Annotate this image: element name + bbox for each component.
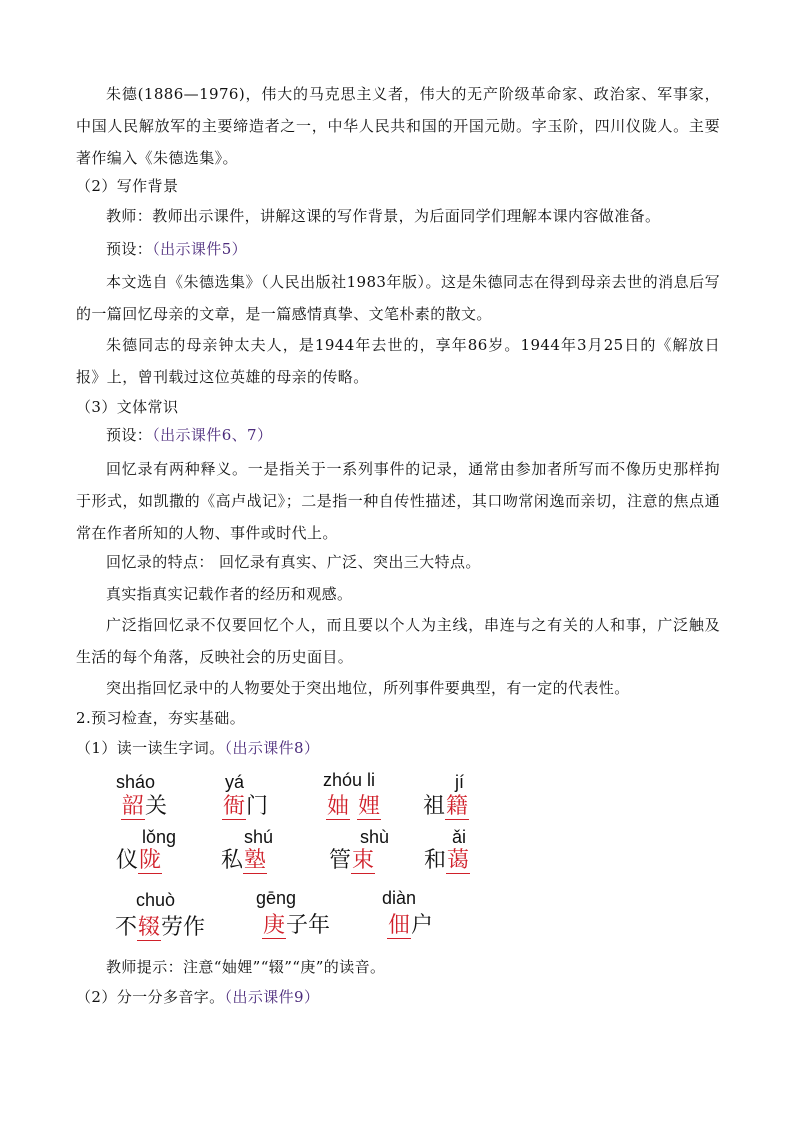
pinyin: shù bbox=[360, 827, 390, 847]
polyphone-subheading bbox=[76, 985, 319, 1009]
pinyin: chuò bbox=[136, 890, 176, 910]
pinyin: zhóu li bbox=[323, 770, 376, 790]
pinyin: lǒng bbox=[142, 827, 177, 847]
preview-heading: 2.预习检查，夯实基础。 bbox=[76, 709, 246, 727]
preset-label: 预设： bbox=[106, 426, 153, 444]
vocab-word bbox=[326, 793, 381, 821]
pinyin: jí bbox=[455, 772, 464, 792]
vocab-word bbox=[121, 793, 167, 821]
breadth-paragraph: 广泛指回忆录不仅要回忆个人，而且要以个人为主线，串连与之有关的人和事，广泛触及生活的每个角落，反映社会的历史面目。 bbox=[76, 616, 720, 666]
pinyin: yá bbox=[225, 772, 245, 792]
vocab-word bbox=[387, 912, 433, 940]
vocab-char: 子年 bbox=[286, 913, 331, 938]
vocab-char-highlight: 蔼 bbox=[447, 848, 470, 873]
vocab-char: 关 bbox=[145, 794, 168, 819]
mother-paragraph: 朱德同志的母亲钟太夫人，是1944年去世的，享年86岁。1944年3月25日的《解放日报》上，曾刊载过这位英雄的母亲的传略。 bbox=[76, 336, 720, 386]
vocab-word bbox=[423, 793, 469, 821]
vocab-char: 祖 bbox=[423, 794, 446, 819]
section-heading-genre: （3）文体常识 bbox=[76, 398, 179, 416]
vocab-char-highlight: 辍 bbox=[138, 915, 161, 940]
vocab-space bbox=[350, 794, 357, 819]
vocab-char-highlight: 塾 bbox=[244, 848, 267, 873]
preset-label: 预设： bbox=[106, 240, 153, 258]
vocab-char-highlight: 籍 bbox=[446, 794, 469, 819]
vocab-word bbox=[222, 793, 268, 821]
memoir-definition-paragraph: 回忆录有两种释义。一是指关于一系列事件的记录，通常由参加者所写而不像历史那样拘于形式，如凯撒的《高卢战记》；二是指一种自传性描述，其口吻常闲逸而亲切，注意的焦点通常在作者所知的人物、事件或时代上。 bbox=[76, 460, 720, 542]
courseware-note: （出示课件9） bbox=[224, 988, 320, 1006]
teacher-paragraph: 教师：教师出示课件，讲解这课的写作背景，为后面同学们理解本课内容做准备。 bbox=[106, 207, 661, 225]
vocab-word bbox=[262, 912, 330, 940]
vocab-char-highlight: 佃 bbox=[388, 913, 411, 938]
pinyin: diàn bbox=[382, 888, 417, 908]
pinyin: sháo bbox=[116, 772, 156, 792]
section-heading-background: （2）写作背景 bbox=[76, 177, 179, 195]
vocab-char-highlight: 妯 bbox=[327, 794, 350, 819]
source-paragraph: 本文选自《朱德选集》（人民出版社1983年版）。这是朱德同志在得到母亲去世的消息后写的一篇回忆母亲的文章，是一篇感情真挚、文笔朴素的散文。 bbox=[76, 273, 720, 323]
preset-line-1 bbox=[106, 237, 247, 261]
vocab-char-highlight: 庚 bbox=[263, 913, 286, 938]
courseware-note: （出示课件6、7） bbox=[152, 426, 273, 444]
memoir-features-paragraph: 回忆录的特点： 回忆录有真实、广泛、突出三大特点。 bbox=[106, 553, 481, 571]
vocab-word bbox=[221, 847, 267, 875]
vocab-subheading-text: （1）读一读生字词。 bbox=[76, 739, 225, 757]
polyphone-subheading-text: （2）分一分多音字。 bbox=[76, 988, 225, 1006]
courseware-note: （出示课件8） bbox=[224, 739, 320, 757]
pinyin: shú bbox=[244, 827, 274, 847]
vocab-word bbox=[116, 847, 162, 875]
intro-paragraph: 朱德(1886—1976)，伟大的马克思主义者，伟大的无产阶级革命家、政治家、军事家，中国人民解放军的主要缔造者之一，中华人民共和国的开国元勋。字玉阶，四川仪陇人。主要著作编入《朱德选集》。 bbox=[76, 85, 720, 167]
vocab-char-highlight: 娌 bbox=[358, 794, 381, 819]
pinyin: gēng bbox=[256, 888, 297, 908]
prominence-paragraph: 突出指回忆录中的人物要处于突出地位，所列事件要典型，有一定的代表性。 bbox=[106, 679, 630, 697]
vocab-word bbox=[329, 847, 375, 875]
vocab-char-highlight: 陇 bbox=[139, 848, 162, 873]
pinyin: ǎi bbox=[452, 827, 467, 847]
vocab-char: 门 bbox=[246, 794, 269, 819]
vocab-word bbox=[424, 847, 470, 875]
truth-paragraph: 真实指真实记载作者的经历和观感。 bbox=[106, 585, 353, 603]
teacher-tip: 教师提示：注意“妯娌”“辍”“庚”的读音。 bbox=[106, 958, 386, 976]
vocab-char: 不 bbox=[115, 915, 138, 940]
vocab-char: 管 bbox=[329, 848, 352, 873]
preset-line-2 bbox=[106, 423, 272, 447]
vocab-char: 户 bbox=[411, 913, 434, 938]
vocab-char: 和 bbox=[424, 848, 447, 873]
vocab-char: 仪 bbox=[116, 848, 139, 873]
vocab-word bbox=[115, 914, 205, 942]
vocab-char-highlight: 衙 bbox=[223, 794, 246, 819]
vocab-char-highlight: 束 bbox=[352, 848, 375, 873]
vocab-char: 私 bbox=[221, 848, 244, 873]
vocab-subheading bbox=[76, 736, 319, 760]
vocab-char: 劳作 bbox=[161, 915, 206, 940]
vocab-char-highlight: 韶 bbox=[122, 794, 145, 819]
courseware-note: （出示课件5） bbox=[152, 240, 248, 258]
